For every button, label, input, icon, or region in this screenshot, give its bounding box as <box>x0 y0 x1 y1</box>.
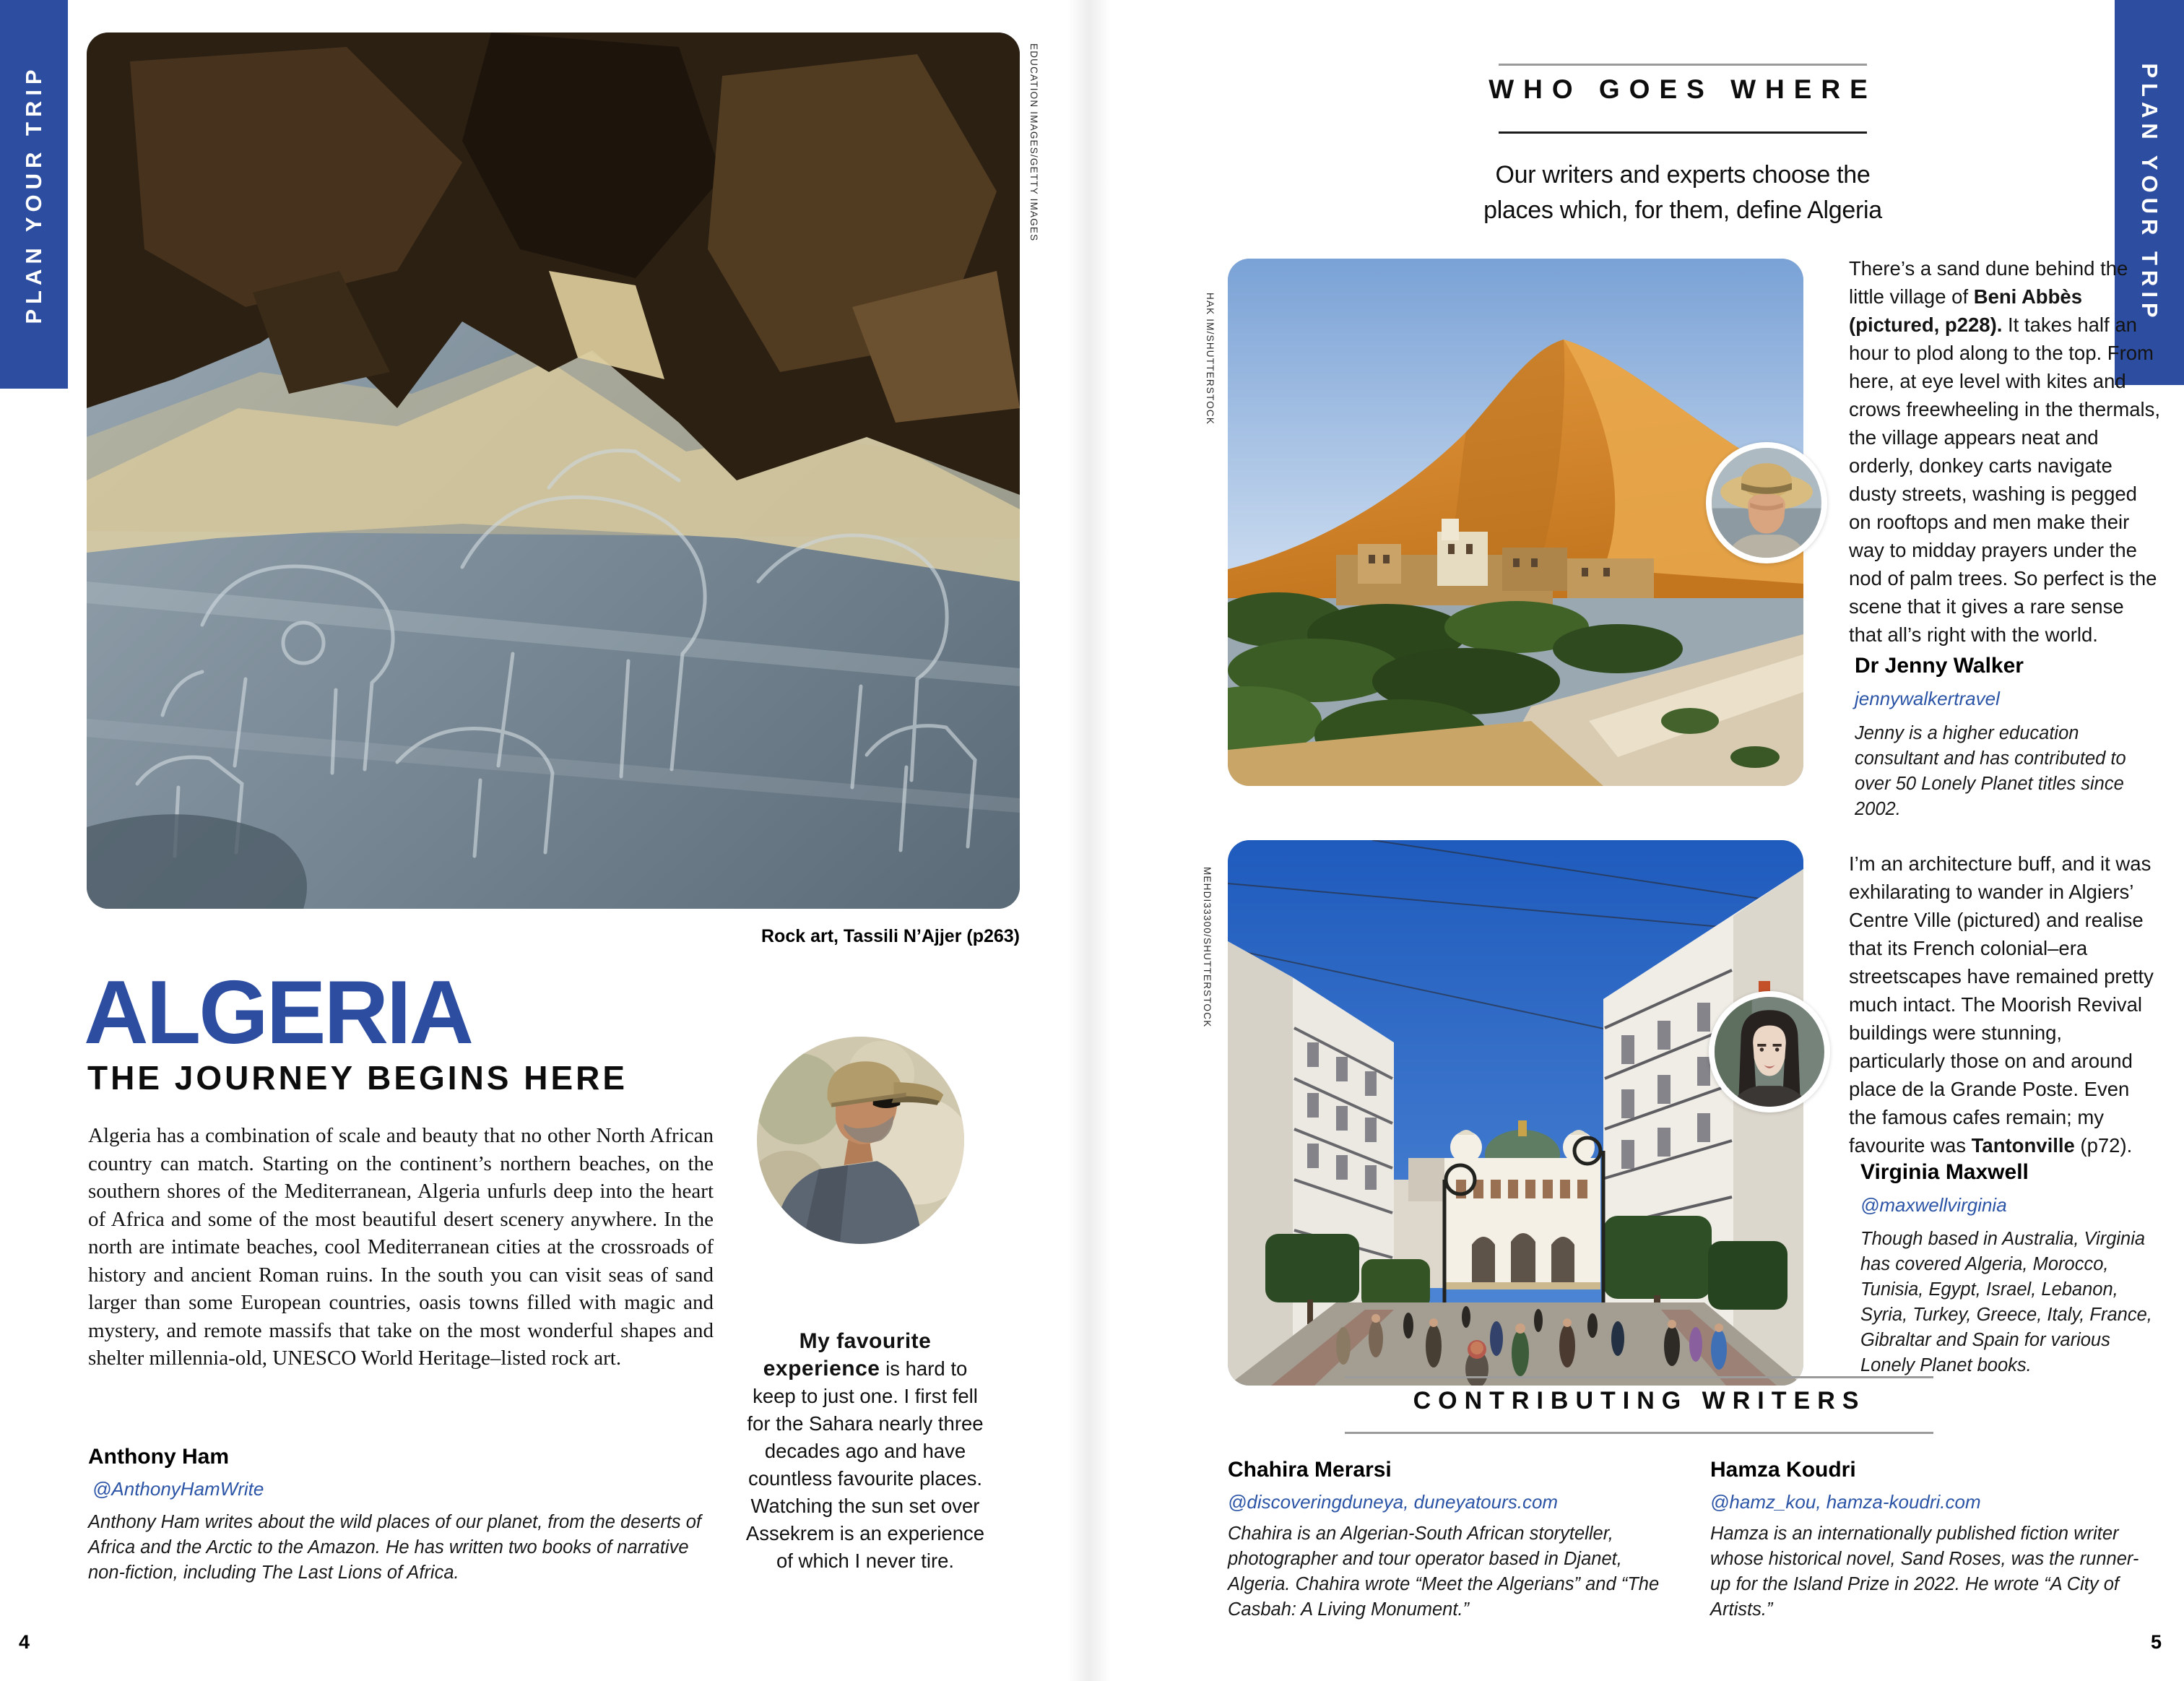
page-title: ALGERIA <box>84 963 472 1063</box>
tab-label: PLAN YOUR TRIP <box>21 64 46 324</box>
contributor-bio: Chahira is an Algerian-South African storyteller, photographer and tour operator based in Djanet, Algeria. Chahira wrote “Meet the Algerians” and “The Casbah: A Living Monument.” <box>1228 1524 1660 1620</box>
plan-your-trip-tab-left <box>0 0 68 389</box>
writer-bio: Though based in Australia, Virginia has covered Algeria, Morocco, Tunisia, Egypt, Israel, Lebanon, Syria, Turkey, Greece, Italy, France, Gibraltar and Spain for various Lonely Planet books. <box>1860 1229 2152 1375</box>
author-avatar-illustration <box>757 1037 964 1244</box>
contributor-handle[interactable]: @discoveringduneya, duneyatours.com <box>1228 1491 1559 1513</box>
author-handle[interactable]: @AnthonyHamWrite <box>92 1478 264 1500</box>
author-avatar <box>757 1037 964 1244</box>
photo-credit: EDUCATION IMAGES/GETTY IMAGES <box>1028 43 1039 242</box>
contributor-bio: Hamza is an internationally published fiction writer whose historical novel, Sand Roses, was the runner-up for the Island Prize in 2022. He wrote “A City of Artists.” <box>1710 1524 2139 1620</box>
writer-paragraph-virginia: I’m an architecture buff, and it was exhilarating to wander in Algiers’ Centre Ville (pictured) and realise that its French colonial–era streetscapes have remained pretty much intact. The Moorish Revival buildings were stunning, particularly those on and around place de la Grande Poste. Even the famous cafes remain; my favourite was Tantonville (p72). <box>1849 852 2154 1157</box>
page-subtitle: THE JOURNEY BEGINS HERE <box>87 1059 628 1097</box>
rock-art-photo <box>87 33 1020 909</box>
writer-handle[interactable]: @maxwellvirginia <box>1860 1194 2007 1216</box>
jenny-walker-avatar-illustration <box>1712 448 1821 558</box>
page-number-left: 4 <box>19 1631 30 1653</box>
intro-paragraph: Algeria has a combination of scale and beauty that no other North African country can match. Starting on the continent’s northern beaches, on the southern shores of the Mediterranean, Algeria unfurls deep into the heart of Africa and some of the most beautiful desert scenery anywhere. In the north are intimate beaches, cool Mediterranean cities at the crossroads of history and ancient Roman ruins. In the south you can visit seas of sand larger than some European countries, oasis towns filled with magic and mystery, and remote massifs that take on the most wonderful shapes and shelter millennia-old, UNESCO World Heritage–listed rock art. <box>88 1124 714 1370</box>
virginia-maxwell-avatar-illustration <box>1715 997 1824 1107</box>
who-intro-line-2: places which, for them, define Algeria <box>1483 196 1882 224</box>
writer-avatar-virginia-maxwell <box>1709 991 1830 1112</box>
writer-bio: Jenny is a higher education consultant and has contributed to over 50 Lonely Planet titles since 2002. <box>1855 723 2126 819</box>
who-intro-line-1: Our writers and experts choose the <box>1495 161 1871 189</box>
author-name: Anthony Ham <box>88 1445 229 1469</box>
writer-name: Dr Jenny Walker <box>1855 654 2024 678</box>
rock-art-illustration <box>87 33 1020 909</box>
writer-avatar-jenny-walker <box>1706 442 1827 563</box>
algiers-centre-ville-photo <box>1228 840 1803 1386</box>
photo-caption: Rock art, Tassili N’Ajjer (p263) <box>761 926 1020 946</box>
contributor-name: Hamza Koudri <box>1710 1458 1856 1482</box>
author-bio: Anthony Ham writes about the wild places of our planet, from the deserts of Africa and the Arctic to the Amazon. He has written two books of narrative non-fiction, including The Last Lions of Africa. <box>88 1512 702 1583</box>
writer-name: Virginia Maxwell <box>1860 1160 2029 1184</box>
contributor-handle[interactable]: @hamz_kou, hamza-koudri.com <box>1710 1491 1981 1513</box>
photo-credit: MEHDI33300/SHUTTERSTOCK <box>1202 867 1213 1028</box>
page-number-right: 5 <box>2151 1631 2162 1653</box>
writer-handle[interactable]: jennywalkertravel <box>1855 688 2000 709</box>
contributing-rule-top <box>1345 1376 1933 1378</box>
who-goes-where-rule-bottom <box>1499 131 1867 134</box>
who-goes-where-rule-top <box>1499 64 1867 66</box>
page-gutter <box>1067 0 1111 1681</box>
who-goes-where-header: WHO GOES WHERE <box>1488 74 1877 104</box>
contributor-name: Chahira Merarsi <box>1228 1458 1392 1482</box>
contributing-writers-header: CONTRIBUTING WRITERS <box>1413 1387 1866 1414</box>
algiers-illustration <box>1228 840 1803 1386</box>
favourite-experience: My favourite experience is hard to keep to just one. I first fell for the Sahara nearly three decades ago and have countless favourite places. Watching the sun set over Assekrem is an experience of which I never tire. <box>745 1329 985 1572</box>
contributing-rule-bottom <box>1345 1432 1933 1434</box>
tab-label: PLAN YOUR TRIP <box>2137 62 2162 323</box>
writer-paragraph-jenny: There’s a sand dune behind the little village of Beni Abbès (pictured, p228). It takes half an hour to plod along to the top. From here, at eye level with kites and crows freewheeling in the thermals, the village appears neat and orderly, donkey carts navigate dusty streets, washing is pegged on rooftops and men make their way to midday prayers under the nod of palm trees. So perfect is the scene that it gives a rare sense that all’s right with the world. <box>1849 257 2161 646</box>
photo-credit: HAK IM/SHUTTERSTOCK <box>1205 293 1216 425</box>
